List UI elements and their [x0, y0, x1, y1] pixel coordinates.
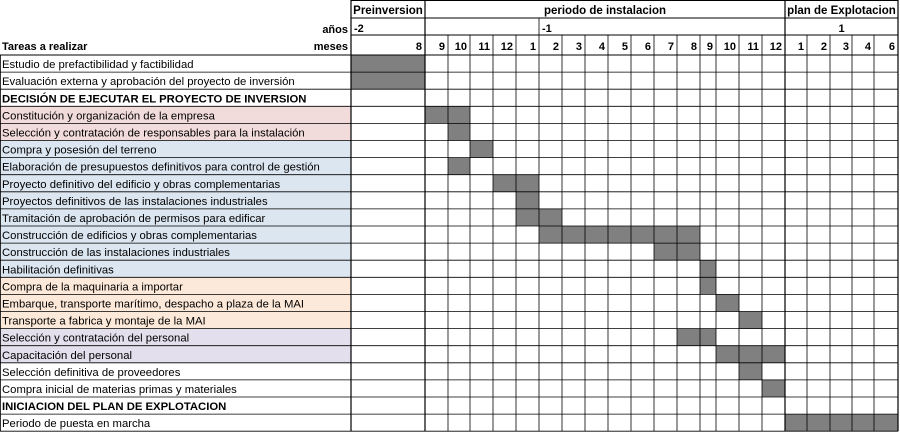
month-label: 6: [644, 41, 651, 53]
gantt-cell-filled: [654, 226, 677, 243]
task-label: Estudio de prefactibilidad y factibilidad: [2, 59, 194, 72]
month-label: 10: [454, 41, 467, 53]
task-label: Construcción de edificios y obras complementarias: [2, 230, 257, 243]
gantt-cell-filled: [425, 106, 448, 123]
gantt-cell-filled: [739, 363, 762, 380]
month-label: 2: [552, 41, 559, 53]
task-label: Habilitación definitivas: [2, 264, 114, 277]
task-label: Evaluación externa y aprobación del proyecto de inversión: [2, 76, 295, 89]
task-label: DECISIÓN DE EJECUTAR EL PROYECTO DE INVERSION: [2, 93, 307, 106]
month-label: 8: [415, 41, 422, 53]
gantt-cell-filled: [677, 226, 700, 243]
task-label: Constitución y organización de la empresa: [2, 110, 215, 123]
gantt-cell-filled: [493, 175, 516, 192]
month-label: 7: [667, 41, 674, 53]
month-label: 2: [820, 41, 827, 53]
gantt-cell-filled: [562, 226, 585, 243]
gantt-cell-filled: [807, 414, 830, 431]
gantt-cell-filled: [448, 106, 470, 123]
months-label: meses: [313, 41, 348, 53]
gantt-cell-filled: [762, 380, 785, 397]
gantt-cell-filled: [448, 123, 470, 140]
gantt-cell-filled: [852, 414, 874, 431]
tasks-column-header: Tareas a realizar: [2, 41, 88, 53]
gantt-cell-filled: [716, 294, 739, 311]
month-label: 3: [575, 41, 582, 53]
phase-label: Preinversion: [353, 5, 423, 17]
task-label: Selección y contratación de responsables para la instalación: [2, 127, 305, 140]
task-label: Proyectos definitivos de las instalaciones industriales: [2, 195, 268, 208]
task-label: Transporte a fabrica y montaje de la MAI: [2, 315, 206, 328]
month-label: 1: [529, 41, 536, 53]
month-label: 6: [888, 41, 895, 53]
gantt-cell-filled: [700, 329, 716, 346]
gantt-cell-filled: [716, 346, 739, 363]
task-label: Compra inicial de materias primas y materiales: [2, 384, 237, 396]
task-label: Tramitación de aprobación de permisos para edificar: [2, 213, 266, 225]
gantt-cell-filled: [448, 158, 470, 175]
year-label: -2: [354, 23, 364, 35]
gantt-cell-filled: [739, 346, 762, 363]
task-label: Periodo de puesta en marcha: [2, 418, 151, 431]
gantt-cell-filled: [516, 192, 539, 209]
gantt-cell-filled: [631, 226, 654, 243]
month-label: 1: [797, 41, 804, 53]
month-label: 11: [478, 41, 490, 53]
month-label: 9: [706, 41, 713, 53]
gantt-cell-filled: [739, 312, 762, 329]
gantt-cell-filled: [539, 226, 562, 243]
task-label: Embarque, transporte marítimo, despacho a plaza de la MAI: [2, 298, 305, 311]
gantt-cell-filled: [539, 209, 562, 226]
task-label: Selección definitiva de proveedores: [2, 366, 181, 379]
month-label: 10: [723, 41, 736, 53]
gantt-cell-filled: [785, 414, 807, 431]
task-label: Proyecto definitivo del edificio y obras complementarias: [2, 178, 281, 191]
years-label: años: [322, 24, 348, 36]
gantt-cell-filled: [700, 260, 716, 277]
month-label: 12: [500, 41, 513, 53]
task-label: Selección y contratación del personal: [2, 332, 190, 345]
month-label: 8: [690, 41, 697, 53]
task-label: Elaboración de presupuestos definitivos para control de gestión: [2, 161, 320, 174]
task-label: Construcción de las instalaciones industriales: [2, 247, 230, 260]
month-label: 4: [598, 41, 605, 53]
gantt-cell-filled: [351, 72, 425, 89]
year-label: 1: [838, 23, 845, 35]
gantt-cell-filled: [585, 226, 608, 243]
month-label: 11: [747, 41, 759, 53]
gantt-cell-filled: [516, 175, 539, 192]
gantt-cell-filled: [677, 329, 700, 346]
gantt-cell-filled: [654, 243, 677, 260]
gantt-cell-filled: [677, 243, 700, 260]
month-label: 4: [864, 41, 871, 53]
phase-label: plan de Explotacion: [787, 5, 896, 17]
gantt-cell-filled: [351, 55, 425, 72]
gantt-cell-filled: [516, 209, 539, 226]
task-label: Capacitación del personal: [2, 349, 132, 362]
gantt-cell-filled: [700, 277, 716, 294]
task-label: Compra de la maquinaria a importar: [2, 281, 183, 294]
year-label: -1: [542, 23, 552, 35]
task-label: Compra y posesión del terreno: [2, 144, 157, 157]
gantt-cell-filled: [762, 346, 785, 363]
month-label: 9: [438, 41, 445, 53]
month-label: 12: [769, 41, 782, 53]
gantt-cell-filled: [608, 226, 631, 243]
month-label: 3: [842, 41, 849, 53]
task-label: INICIACION DEL PLAN DE EXPLOTACION: [2, 401, 227, 414]
gantt-cell-filled: [830, 414, 852, 431]
gantt-cell-filled: [874, 414, 898, 431]
month-label: 5: [621, 41, 628, 53]
gantt-cell-filled: [470, 141, 493, 158]
phase-label: periodo de instalacion: [543, 5, 667, 17]
